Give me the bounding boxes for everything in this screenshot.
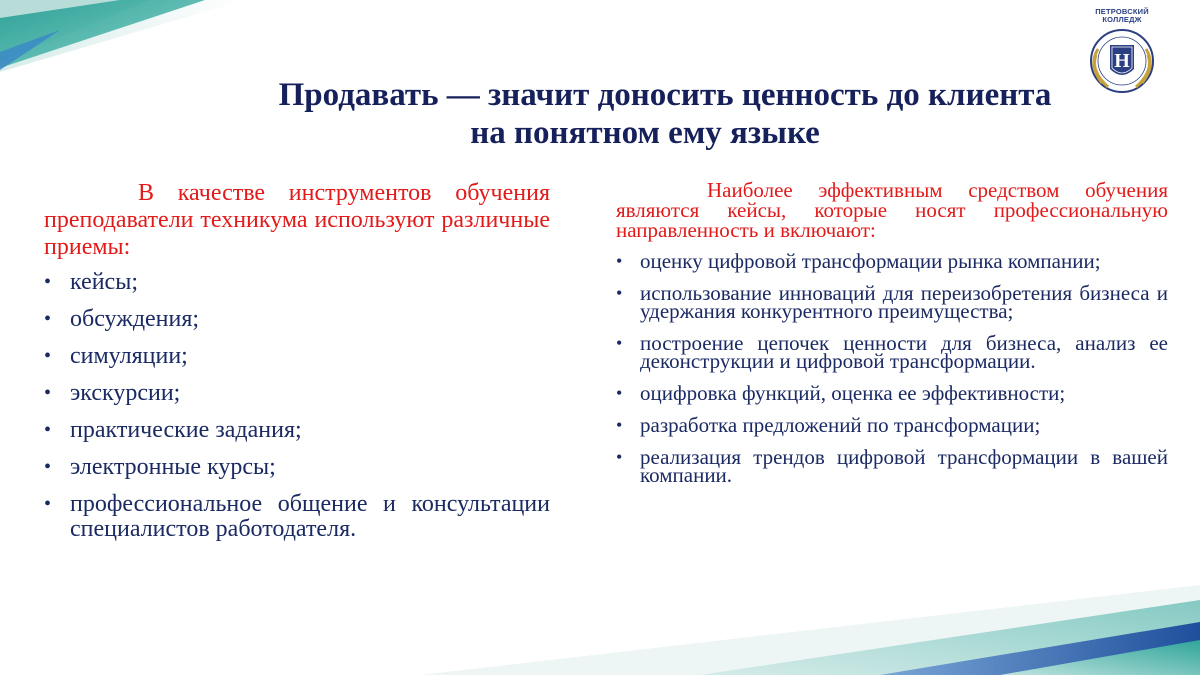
logo-name-line1: ПЕТРОВСКИЙ xyxy=(1095,7,1149,16)
right-list-item xyxy=(616,331,1168,373)
bullet-icon: • xyxy=(44,308,52,330)
right-item-text: оцифровка функций, оценка ее эффективности; xyxy=(640,381,1066,405)
bullet-icon: • xyxy=(616,415,623,435)
bottom-right-stripes xyxy=(420,585,1200,675)
bullet-icon: • xyxy=(44,419,52,441)
right-item-text: построение цепочек ценности для бизнеса, анализ ее деконструкции и цифровой трансформации. xyxy=(640,331,1168,373)
bullet-icon: • xyxy=(616,333,623,353)
left-item-text: экскурсии; xyxy=(70,380,181,406)
left-item-text: обсуждения; xyxy=(70,306,200,332)
left-column xyxy=(44,180,550,554)
left-item-text: кейсы; xyxy=(70,269,139,295)
right-list-item xyxy=(616,249,1168,273)
bullet-icon: • xyxy=(616,283,623,303)
bullet-icon: • xyxy=(616,383,623,403)
left-intro: В качестве инструментов обучения преподаватели техникума используют различные приемы: xyxy=(44,180,550,260)
right-list-item xyxy=(616,381,1168,405)
right-list xyxy=(616,249,1168,487)
right-item-text: разработка предложений по трансформации; xyxy=(640,413,1041,437)
right-list-item xyxy=(616,445,1168,487)
right-item-text: оценку цифровой трансформации рынка компании; xyxy=(640,249,1101,273)
bullet-icon: • xyxy=(44,456,52,478)
left-list-item xyxy=(44,418,550,443)
left-list-item xyxy=(44,381,550,406)
bullet-icon: • xyxy=(616,251,623,271)
slide-title xyxy=(150,76,1120,152)
title-line-2: на понятном ему языке xyxy=(470,115,820,151)
svg-text:Н: Н xyxy=(1114,50,1130,72)
left-list-item xyxy=(44,344,550,369)
left-list xyxy=(44,270,550,542)
right-list-item xyxy=(616,413,1168,437)
bullet-icon: • xyxy=(44,382,52,404)
left-list-item xyxy=(44,492,550,542)
bullet-icon: • xyxy=(44,345,52,367)
bullet-icon: • xyxy=(616,447,623,467)
left-item-text: симуляции; xyxy=(70,343,188,369)
left-item-text: практические задания; xyxy=(70,417,302,443)
left-item-text: профессиональное общение и консультации специалистов работодателя. xyxy=(70,491,550,542)
left-item-text: электронные курсы; xyxy=(70,454,276,480)
right-column xyxy=(616,180,1168,498)
right-item-text: использование инноваций для переизобретения бизнеса и удержания конкурентного преимущества; xyxy=(640,281,1168,323)
left-list-item xyxy=(44,455,550,480)
title-line-1: Продавать — значит доносить ценность до клиента xyxy=(278,77,1052,113)
left-list-item xyxy=(44,270,550,295)
right-list-item xyxy=(616,281,1168,323)
right-intro: Наиболее эффективным средством обучения являются кейсы, которые носят профессиональную направленность и включают: xyxy=(616,178,1168,242)
bullet-icon: • xyxy=(44,493,52,515)
bullet-icon: • xyxy=(44,271,52,293)
logo-name-line2: КОЛЛЕДЖ xyxy=(1102,15,1142,24)
top-left-stripes xyxy=(0,0,245,72)
right-item-text: реализация трендов цифровой трансформации в вашей компании. xyxy=(640,445,1168,487)
left-list-item xyxy=(44,307,550,332)
